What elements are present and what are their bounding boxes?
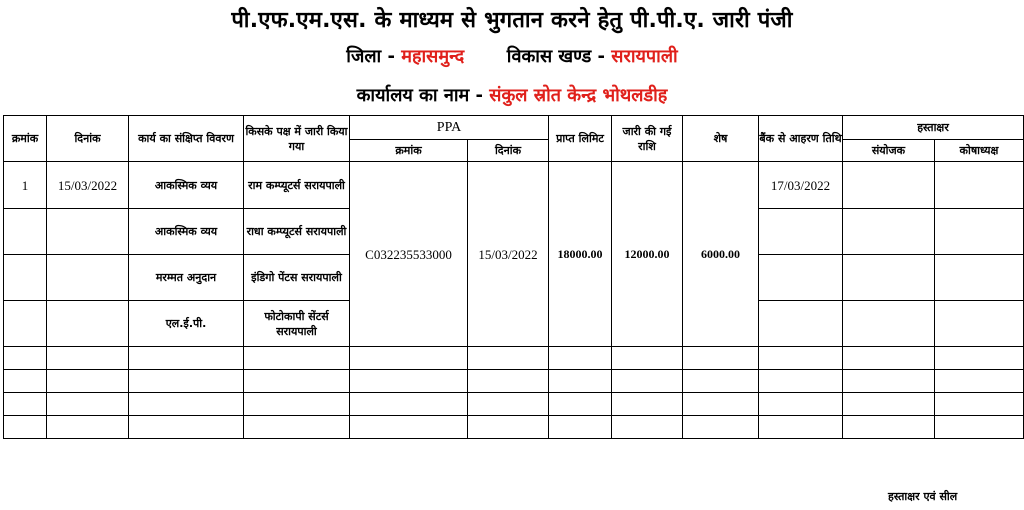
district-block-line (0, 44, 1024, 68)
header-serial: क्रमांक (4, 116, 47, 162)
item-work: एल.ई.पी. (129, 301, 244, 347)
district-value: महासमुन्द (401, 46, 465, 67)
table-row (4, 416, 1024, 439)
office-label: कार्यालय का नाम - (356, 85, 490, 106)
register-title: पी.एफ.एम.एस. के माध्यम से भुगतान करने हेतु पी.पी.ए. जारी पंजी (231, 8, 793, 33)
item-vendor: राधा कम्प्यूटर्स सरायपाली (244, 209, 350, 255)
table-row (4, 393, 1024, 416)
entry-balance: 6000.00 (683, 162, 759, 347)
block-label: विकास खण्ड - (506, 46, 612, 67)
signature-seal-label: हस्ताक्षर एवं सील (888, 490, 958, 503)
header-ppa-date: दिनांक (468, 140, 549, 162)
entry-date: 15/03/2022 (47, 162, 129, 209)
item-vendor: फोटोकापी सेंटर्स सरायपाली (244, 301, 350, 347)
header-row-1 (4, 116, 1024, 140)
table-row (4, 347, 1024, 370)
entry-issued-amount: 12000.00 (612, 162, 683, 347)
header-signature: हस्ताक्षर (843, 116, 1024, 140)
header-withdrawal-date: बैंक से आहरण तिथि (759, 116, 843, 162)
ppa-register-table (3, 115, 1024, 439)
table-row (4, 370, 1024, 393)
block-value: सरायपाली (611, 46, 678, 67)
item-work: मरम्मत अनुदान (129, 255, 244, 301)
header-issued-amount: जारी की गई राशि (612, 116, 683, 162)
office-line (0, 83, 1024, 107)
header-date: दिनांक (47, 116, 129, 162)
header-balance: शेष (683, 116, 759, 162)
district-label: जिला - (346, 46, 402, 67)
cell-treasurer (935, 162, 1024, 209)
header-treasurer: कोषाध्यक्ष (935, 140, 1024, 162)
item-vendor: राम कम्प्यूटर्स सरायपाली (244, 162, 350, 209)
entry-withdrawal-date: 17/03/2022 (759, 162, 843, 209)
cell-convener (843, 162, 935, 209)
table-row (4, 162, 1024, 209)
entry-ppa-number: C032235533000 (350, 162, 468, 347)
header-received-limit: प्राप्त लिमिट (549, 116, 612, 162)
item-vendor: इंडिगो पेंटस सरायपाली (244, 255, 350, 301)
office-value: संकुल स्रोत केन्द्र भोथलडीह (489, 85, 668, 106)
header-convener: संयोजक (843, 140, 935, 162)
entry-ppa-date: 15/03/2022 (468, 162, 549, 347)
header-work-desc: कार्य का संक्षिप्त विवरण (129, 116, 244, 162)
header-ppa: PPA (350, 116, 549, 140)
entry-serial: 1 (4, 162, 47, 209)
item-work: आकस्मिक व्यय (129, 162, 244, 209)
header-ppa-number: क्रमांक (350, 140, 468, 162)
header-issued-to: किसके पक्ष में जारी किया गया (244, 116, 350, 162)
entry-received-limit: 18000.00 (549, 162, 612, 347)
item-work: आकस्मिक व्यय (129, 209, 244, 255)
